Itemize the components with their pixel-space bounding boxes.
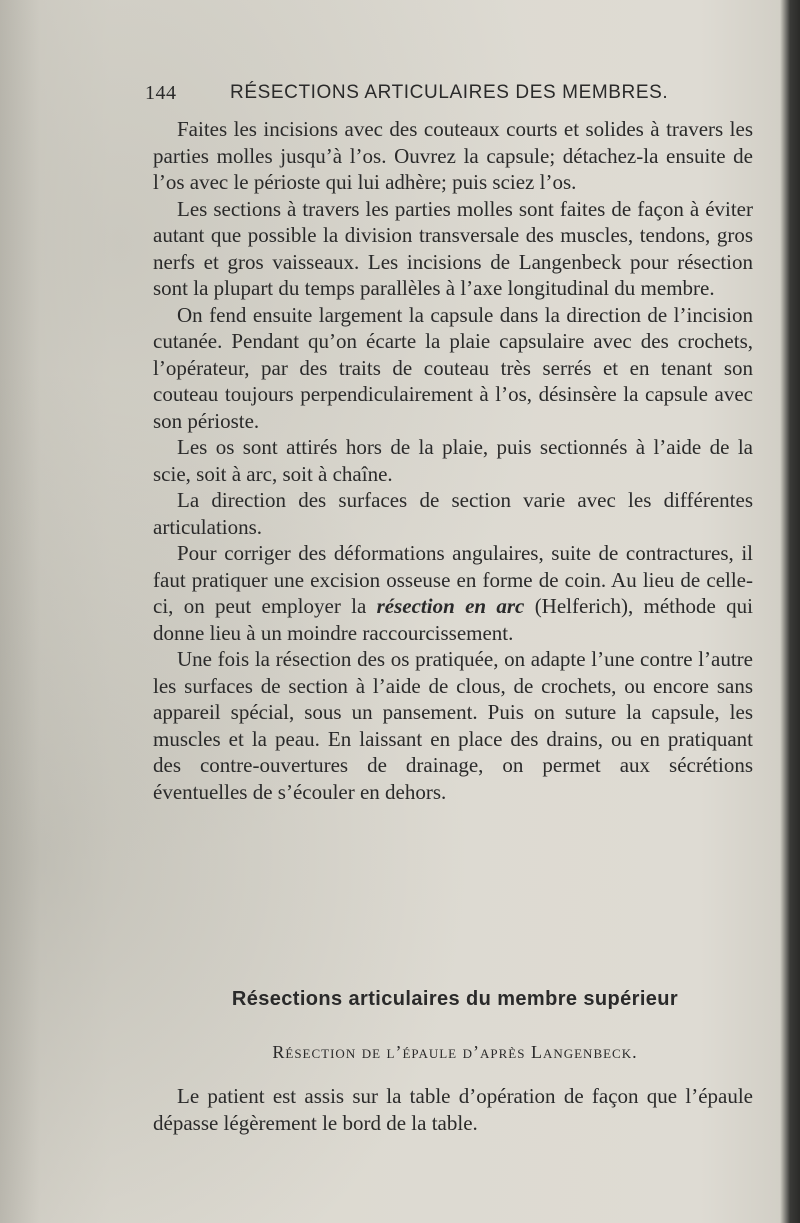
paragraph-5: La direction des surfaces de section varie avec les différentes articulations. xyxy=(153,488,753,539)
paragraph-7: Une fois la résection des os pratiquée, on adapte l’une contre l’autre les surfaces de section à l’aide de clous, de crochets, ou encore sans appareil spécial, sous un pansement. Puis on suture la capsule, les muscles et la peau. En laissant en place des drains, ou en pratiquant des contre-ouvertures de drainage, on permet aux sécrétions éventuelles de s’écouler en dehors. xyxy=(153,647,753,804)
body-text xyxy=(153,116,753,805)
paragraph-6-emphasis: résection en arc xyxy=(376,594,525,618)
final-text xyxy=(153,1083,753,1136)
paragraph-6-after: (Helferich), méthode qui donne lieu à un moindre raccourcissement. xyxy=(153,594,753,645)
paragraph-6-before: Pour corriger des déformations angulaires, suite de contractures, il faut pratiquer une excision osseuse en forme de coin. Au lieu de celle-ci, on peut employer la xyxy=(153,541,753,618)
paragraph-3: On fend ensuite largement la capsule dans la direction de l’incision cutanée. Pendant qu’on écarte la plaie capsulaire avec des crochets, l’opérateur, par des traits de couteau très serrés et en tenant son couteau toujours perpendiculairement à l’os, désinsère la capsule avec son périoste. xyxy=(153,302,753,433)
page-number: 144 xyxy=(145,82,177,104)
subheading: Résection de l’épaule d’après Langenbeck. xyxy=(272,1042,638,1062)
paragraph-6 xyxy=(153,540,753,646)
paragraph-4: Les os sont attirés hors de la plaie, puis sectionnés à l’aide de la scie, soit à arc, soit à chaîne. xyxy=(153,435,753,486)
section-heading: Résections articulaires du membre supérieur xyxy=(231,988,679,1010)
final-paragraph: Le patient est assis sur la table d’opération de façon que l’épaule dépasse légèrement le bord de la table. xyxy=(153,1084,753,1135)
running-title: RÉSECTIONS ARTICULAIRES DES MEMBRES. xyxy=(230,82,669,103)
paragraph-1: Faites les incisions avec des couteaux courts et solides à travers les parties molles jusqu’à l’os. Ouvrez la capsule; détachez-la ensuite de l’os avec le périoste qui lui adhère; puis sciez l’os. xyxy=(153,117,753,194)
paragraph-2: Les sections à travers les parties molles sont faites de façon à éviter autant que possible la division transversale des muscles, tendons, gros nerfs et gros vaisseaux. Les incisions de Langenbeck pour résection sont la plupart du temps parallèles à l’axe longitudinal du membre. xyxy=(153,196,753,300)
page-header xyxy=(145,82,755,112)
